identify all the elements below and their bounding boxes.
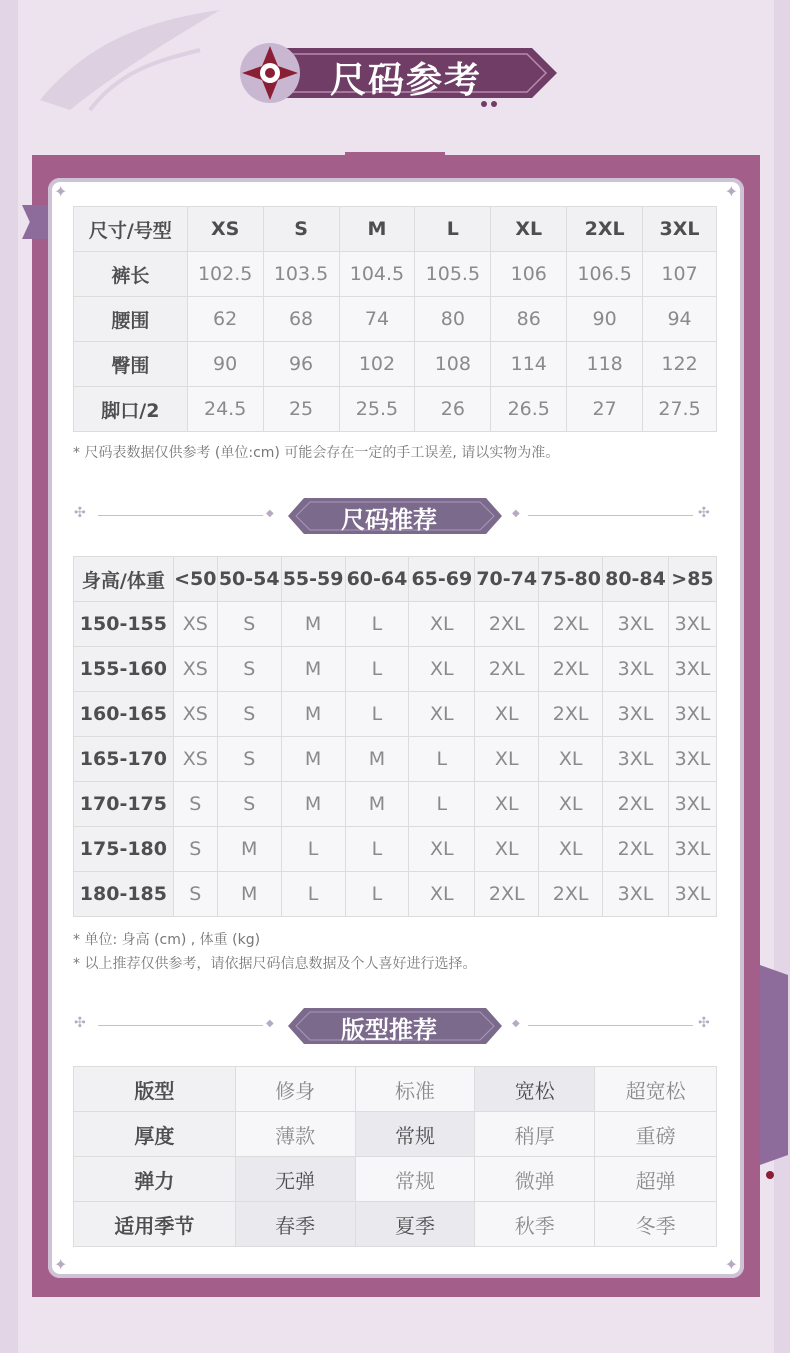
table-cell: 118 [567,342,643,387]
table-cell: 2XL [539,602,603,647]
table-cell: 2XL [475,872,539,917]
side-ribbon-right [758,965,788,1185]
table-row [74,827,717,872]
corner-ornament-icon: ✦ [54,182,68,201]
table-cell: 26.5 [491,387,567,432]
row-header: 裤长 [74,252,188,297]
table-cell: 3XL [668,602,716,647]
table-cell: 108 [415,342,491,387]
table-header-row [74,557,717,602]
fit-option-selected: 夏季 [355,1202,475,1247]
table-cell: 24.5 [187,387,263,432]
column-header: 50-54 [217,557,281,602]
table-cell: XL [409,827,475,872]
table-cell: M [281,647,345,692]
table-cell: XS [173,647,217,692]
background-floral-decoration [30,0,230,120]
column-header: <50 [173,557,217,602]
table-cell: 3XL [668,692,716,737]
table-cell: XL [475,737,539,782]
table-cell: 107 [643,252,717,297]
table-cell: 3XL [668,782,716,827]
table-cell: S [173,782,217,827]
table-row [74,1157,717,1202]
table-cell: XS [173,602,217,647]
table-cell: L [345,602,409,647]
background-strip-left [0,0,18,1353]
table-cell: M [217,872,281,917]
table-row [74,297,717,342]
row-header: 脚口/2 [74,387,188,432]
row-header: 厚度 [74,1112,236,1157]
table-row [74,342,717,387]
column-header: 65-69 [409,557,475,602]
table-cell: XL [539,737,603,782]
fit-option: 超弹 [595,1157,717,1202]
table-cell: S [217,737,281,782]
table-cell: L [409,737,475,782]
column-header: 3XL [643,207,717,252]
table-cell: 2XL [603,782,669,827]
fit-option: 秋季 [475,1202,595,1247]
column-header: M [339,207,415,252]
flourish-icon: ✣ [74,1015,86,1031]
table-cell: XS [173,737,217,782]
table-cell: 3XL [603,872,669,917]
table-cell: 3XL [603,692,669,737]
corner-ornament-icon: ✦ [54,1255,68,1274]
table-cell: 3XL [603,602,669,647]
table-cell: XL [409,692,475,737]
table-row [74,1112,717,1157]
table-cell: S [217,602,281,647]
table-cell: 102 [339,342,415,387]
row-header: 腰围 [74,297,188,342]
table-cell: 27.5 [643,387,717,432]
column-header: 身高/体重 [74,557,174,602]
column-header: 60-64 [345,557,409,602]
column-header: L [415,207,491,252]
row-header: 适用季节 [74,1202,236,1247]
corner-ornament-icon: ✦ [724,1255,738,1274]
size-recommend-table [73,556,717,917]
side-ribbon-left [22,205,48,239]
table-cell: 105.5 [415,252,491,297]
fit-option-selected: 春季 [235,1202,355,1247]
table-header-row [74,207,717,252]
table-cell: 74 [339,297,415,342]
fit-option: 冬季 [595,1202,717,1247]
recommend-note-disclaimer: * 以上推荐仅供参考，请依据尺码信息数据及个人喜好进行选择。 [73,956,477,972]
row-header: 160-165 [74,692,174,737]
row-header: 180-185 [74,872,174,917]
table-cell: L [345,647,409,692]
table-cell: S [217,647,281,692]
section-title-fit: 版型推荐 [341,1015,437,1044]
table-cell: 94 [643,297,717,342]
divider-line [98,515,263,516]
column-header: 70-74 [475,557,539,602]
table-cell: M [281,782,345,827]
table-cell: 2XL [475,602,539,647]
fit-option: 超宽松 [595,1067,717,1112]
table-cell: S [217,692,281,737]
table-cell: 122 [643,342,717,387]
row-header: 155-160 [74,647,174,692]
table-cell: 2XL [539,647,603,692]
table-cell: S [173,827,217,872]
fit-option: 修身 [235,1067,355,1112]
row-header: 175-180 [74,827,174,872]
table-cell: M [281,737,345,782]
table-cell: 104.5 [339,252,415,297]
table-cell: M [345,737,409,782]
column-header: 80-84 [603,557,669,602]
size-table-note: * 尺码表数据仅供参考 (单位:cm) 可能会存在一定的手工误差, 请以实物为准。 [73,445,560,461]
column-header: S [263,207,339,252]
table-cell: 102.5 [187,252,263,297]
table-cell: 3XL [603,737,669,782]
fit-option: 微弹 [475,1157,595,1202]
table-cell: M [281,692,345,737]
section-title-recommend: 尺码推荐 [341,505,437,534]
table-cell: 114 [491,342,567,387]
table-cell: L [281,872,345,917]
table-row [74,387,717,432]
table-cell: 106.5 [567,252,643,297]
table-cell: 3XL [603,647,669,692]
table-row [74,1067,717,1112]
table-cell: 25 [263,387,339,432]
table-row [74,737,717,782]
page-title: 尺码参考 [330,59,483,101]
recommend-note-unit: * 单位: 身高 (cm) , 体重 (kg) [73,932,261,948]
fit-option: 标准 [355,1067,475,1112]
row-header: 150-155 [74,602,174,647]
fit-table [73,1066,717,1247]
column-header: XS [187,207,263,252]
table-cell: 103.5 [263,252,339,297]
table-cell: L [345,872,409,917]
dot-icon: ◆ [266,1018,274,1029]
table-cell: 25.5 [339,387,415,432]
table-cell: L [345,692,409,737]
table-cell: 3XL [668,647,716,692]
column-header: 尺寸/号型 [74,207,188,252]
size-table [73,206,717,432]
table-cell: 68 [263,297,339,342]
table-cell: 2XL [539,872,603,917]
table-cell: 27 [567,387,643,432]
table-cell: XL [475,782,539,827]
table-cell: L [281,827,345,872]
table-cell: S [173,872,217,917]
row-header: 版型 [74,1067,236,1112]
table-cell: 96 [263,342,339,387]
flourish-icon: ✣ [74,505,86,521]
fit-option: 重磅 [595,1112,717,1157]
table-row [74,602,717,647]
divider-line [528,515,693,516]
table-cell: M [217,827,281,872]
table-cell: 2XL [539,692,603,737]
table-cell: XL [409,872,475,917]
table-row [74,692,717,737]
fit-option: 常规 [355,1157,475,1202]
table-cell: 3XL [668,872,716,917]
table-cell: S [217,782,281,827]
table-cell: XS [173,692,217,737]
table-cell: 26 [415,387,491,432]
row-header: 165-170 [74,737,174,782]
table-cell: L [409,782,475,827]
table-cell: M [345,782,409,827]
corner-ornament-icon: ✦ [724,182,738,201]
column-header: XL [491,207,567,252]
divider-line [98,1025,263,1026]
flourish-icon: ✣ [698,505,710,521]
table-cell: 90 [187,342,263,387]
column-header: 75-80 [539,557,603,602]
fit-option-selected: 常规 [355,1112,475,1157]
fit-option: 薄款 [235,1112,355,1157]
row-header: 弹力 [74,1157,236,1202]
table-cell: 106 [491,252,567,297]
dot-icon: ◆ [266,508,274,519]
table-cell: 86 [491,297,567,342]
table-cell: L [345,827,409,872]
table-row [74,252,717,297]
flourish-icon: ✣ [698,1015,710,1031]
table-cell: 2XL [475,647,539,692]
dot-icon: ◆ [512,508,520,519]
fit-option-selected: 宽松 [475,1067,595,1112]
table-row [74,872,717,917]
table-row [74,782,717,827]
table-cell: XL [539,827,603,872]
table-cell: 2XL [603,827,669,872]
row-header: 臀围 [74,342,188,387]
table-cell: XL [409,602,475,647]
table-cell: XL [475,827,539,872]
column-header: 55-59 [281,557,345,602]
table-cell: XL [409,647,475,692]
table-cell: 3XL [668,737,716,782]
fit-option: 稍厚 [475,1112,595,1157]
table-cell: XL [475,692,539,737]
column-header: 2XL [567,207,643,252]
table-cell: XL [539,782,603,827]
table-cell: 90 [567,297,643,342]
table-cell: 3XL [668,827,716,872]
table-row [74,647,717,692]
table-cell: 62 [187,297,263,342]
dot-icon: ◆ [512,1018,520,1029]
row-header: 170-175 [74,782,174,827]
table-cell: M [281,602,345,647]
table-cell: 80 [415,297,491,342]
column-header: >85 [668,557,716,602]
fit-option-selected: 无弹 [235,1157,355,1202]
divider-line [528,1025,693,1026]
table-row [74,1202,717,1247]
